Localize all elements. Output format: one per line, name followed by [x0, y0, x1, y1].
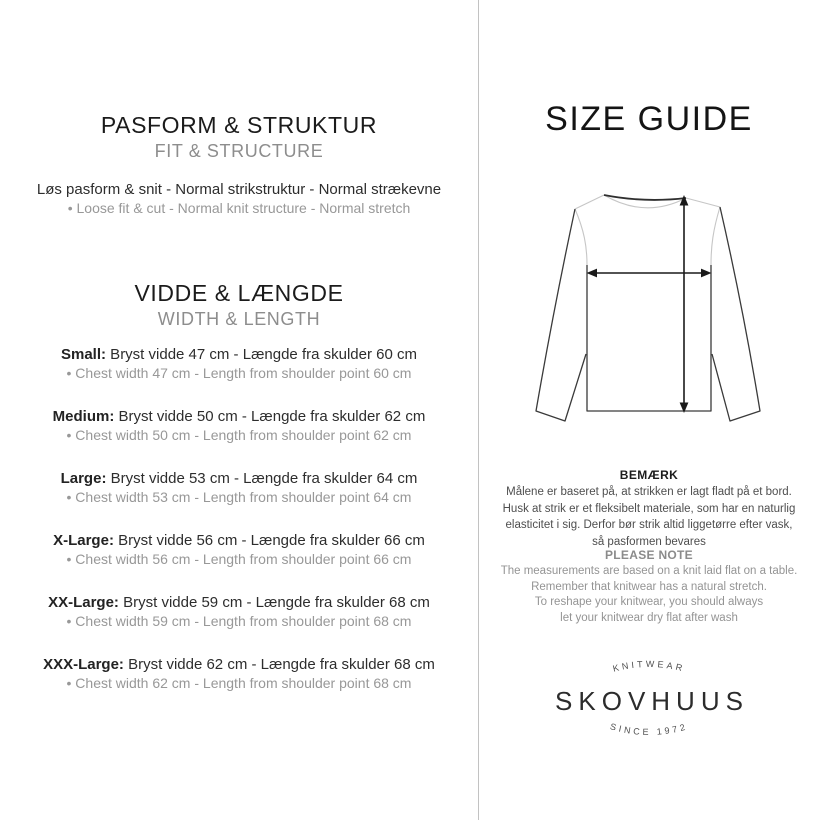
size-text-danish: Bryst vidde 62 cm - Længde fra skulder 68 cm [123, 656, 435, 673]
size-text-danish: Bryst vidde 56 cm - Længde fra skulder 66 cm [113, 532, 425, 549]
svg-text:KNITWEAR [612, 659, 686, 674]
fit-structure-title-danish: PASFORM & STRUKTUR [100, 112, 378, 138]
size-label: X-Large: [53, 532, 114, 549]
size-line-english: • Chest width 47 cm - Length from shoulder point 60 cm [66, 365, 412, 381]
size-text-danish: Bryst vidde 59 cm - Længde fra skulder 68 cm [118, 594, 430, 611]
width-length-title-danish: VIDDE & LÆNGDE [134, 280, 344, 306]
size-line-danish [0, 345, 478, 364]
size-guide-column [478, 0, 820, 820]
sweater-outline [536, 195, 760, 421]
size-text-danish: Bryst vidde 47 cm - Længde fra skulder 60 cm [106, 346, 417, 363]
logo-arc-top-text: KNITWEAR [611, 658, 687, 674]
skovhuus-logo [539, 638, 759, 763]
size-line-english: • Chest width 59 cm - Length from shoulder point 68 cm [66, 613, 412, 629]
note-english [478, 564, 820, 626]
fit-line-english: • Loose fit & cut - Normal knit structure - Normal stretch [67, 200, 411, 216]
size-line-english: • Chest width 56 cm - Length from shoulder point 66 cm [66, 551, 412, 567]
note-line: Husk at strik er et fleksibelt materiale, som har en naturlig [502, 502, 796, 515]
size-text-danish: Bryst vidde 53 cm - Længde fra skulder 64 cm [106, 470, 418, 487]
size-item-medium [0, 407, 478, 444]
size-line-english: • Chest width 62 cm - Length from shoulder point 68 cm [66, 675, 412, 691]
note-line: elasticitet i sig. Derfor bør strik altid liggetørre efter vask, [505, 519, 793, 531]
size-item-xx-large [0, 593, 478, 630]
size-guide-title: SIZE GUIDE [545, 100, 753, 138]
note-danish [478, 484, 820, 550]
width-length-title-english: WIDTH & LENGTH [157, 309, 321, 329]
size-label: Large: [60, 470, 107, 487]
note-title-english: PLEASE NOTE [605, 548, 693, 562]
note-line: The measurements are based on a knit laid flat on a table. [500, 565, 798, 577]
fit-structure-title-english: FIT & STRUCTURE [154, 141, 324, 161]
size-item-small [0, 345, 478, 382]
fit-line-danish: Løs pasform & snit - Normal strikstruktur - Normal strækevne [36, 181, 442, 198]
note-line: Målene er baseret på, at strikken er lagt fladt på et bord. [506, 486, 792, 498]
sweater-diagram [500, 182, 800, 462]
chest-width-arrow [587, 269, 712, 278]
note-line: To reshape your knitwear, you should always [534, 596, 764, 608]
note-line: let your knitwear dry flat after wash [560, 611, 738, 624]
size-label: XX-Large: [48, 594, 119, 611]
size-list [0, 345, 478, 717]
size-line-english: • Chest width 53 cm - Length from shoulder point 64 cm [66, 489, 412, 505]
note-line: så pasformen bevares [592, 535, 706, 548]
note-line: Remember that knitwear has a natural stretch. [531, 580, 767, 593]
size-text-danish: Bryst vidde 50 cm - Længde fra skulder 62 cm [114, 408, 426, 425]
size-line-danish [0, 593, 478, 612]
size-line-danish [0, 531, 478, 550]
size-line-danish [0, 655, 478, 674]
size-item-xxx-large [0, 655, 478, 692]
size-line-danish [0, 469, 478, 488]
logo-arc-bottom-text: SINCE 1972 [609, 721, 689, 738]
note-title-danish: BEMÆRK [619, 468, 679, 482]
size-label: XXX-Large: [43, 656, 124, 673]
size-item-large [0, 469, 478, 506]
size-label: Small: [61, 346, 107, 363]
length-arrow [680, 195, 689, 413]
size-line-danish [0, 407, 478, 426]
size-label: Medium: [52, 408, 115, 425]
svg-text:SINCE 1972 [609, 721, 689, 737]
size-line-english: • Chest width 50 cm - Length from shoulder point 62 cm [66, 427, 412, 443]
brand-name-text: SKOVHUUS [555, 686, 749, 716]
size-item-x-large [0, 531, 478, 568]
